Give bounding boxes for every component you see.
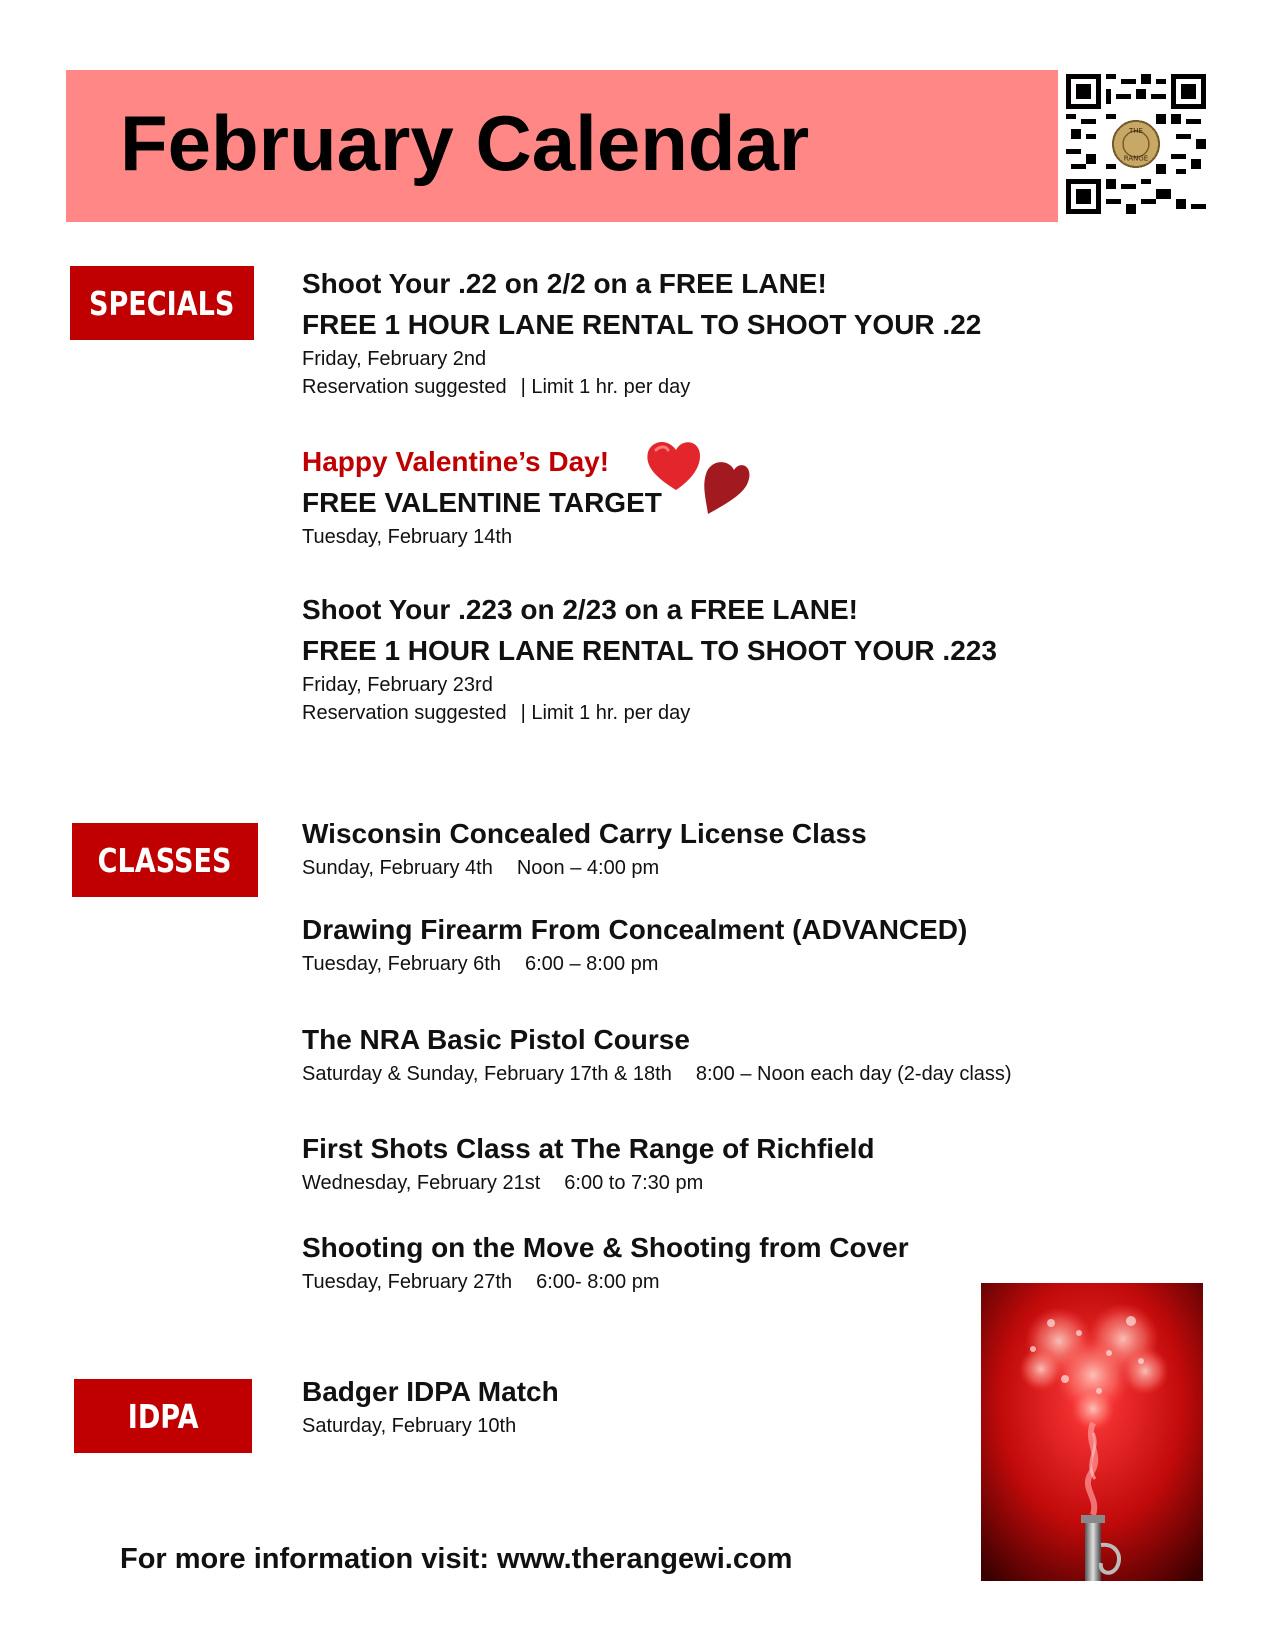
class-5-time: 6:00- 8:00 pm xyxy=(536,1271,660,1293)
class-5-when xyxy=(302,1271,660,1294)
class-1-when xyxy=(302,857,659,880)
qr-logo-line1: THE xyxy=(1129,127,1143,135)
idpa-tag xyxy=(74,1379,252,1453)
class-3-time: 8:00 – Noon each day (2-day class) xyxy=(695,1063,1012,1085)
special-3-line2: FREE 1 HOUR LANE RENTAL TO SHOOT YOUR .223 xyxy=(302,635,997,666)
special-2-line1: Happy Valentine’s Day! xyxy=(302,446,610,477)
class-3-when xyxy=(302,1063,1012,1086)
specials-label: SPECIALS xyxy=(89,283,235,323)
class-5-title: Shooting on the Move & Shooting from Cover xyxy=(302,1232,909,1263)
class-1-date: Sunday, February 4th xyxy=(302,857,493,879)
special-2-date: Tuesday, February 14th xyxy=(302,526,513,548)
class-2-date: Tuesday, February 6th xyxy=(302,953,501,975)
special-3-line1: Shoot Your .223 on 2/23 on a FREE LANE! xyxy=(302,594,858,625)
class-1-title: Wisconsin Concealed Carry License Class xyxy=(302,818,867,849)
special-3-date: Friday, February 23rd xyxy=(302,674,493,696)
class-3-title: The NRA Basic Pistol Course xyxy=(302,1024,690,1055)
special-1-line1: Shoot Your .22 on 2/2 on a FREE LANE! xyxy=(302,268,827,299)
special-1-note-b: | Limit 1 hr. per day xyxy=(520,376,691,398)
specials-tag xyxy=(70,266,254,340)
class-3-date: Saturday & Sunday, February 17th & 18th xyxy=(302,1063,672,1085)
special-3-note xyxy=(302,702,690,725)
header-banner xyxy=(66,70,1058,222)
class-4-time: 6:00 to 7:30 pm xyxy=(564,1172,704,1194)
special-1-line2: FREE 1 HOUR LANE RENTAL TO SHOOT YOUR .22 xyxy=(302,309,982,340)
classes-tag xyxy=(72,823,258,897)
special-3-note-a: Reservation suggested xyxy=(302,702,507,724)
class-4-when xyxy=(302,1172,703,1195)
idpa-1-title: Badger IDPA Match xyxy=(302,1376,559,1407)
class-1-time: Noon – 4:00 pm xyxy=(516,857,660,879)
footer-info[interactable]: For more information visit: www.therangewi.com xyxy=(120,1543,793,1575)
special-2-line2: FREE VALENTINE TARGET xyxy=(302,487,662,518)
class-2-time: 6:00 – 8:00 pm xyxy=(524,953,659,975)
page-title: February Calendar xyxy=(120,99,810,187)
class-2-title: Drawing Firearm From Concealment (ADVANCED) xyxy=(302,914,968,945)
special-1-note xyxy=(302,376,690,399)
class-5-date: Tuesday, February 27th xyxy=(302,1271,513,1293)
special-3-note-b: | Limit 1 hr. per day xyxy=(520,702,691,724)
class-2-when xyxy=(302,953,658,976)
hearts-icon xyxy=(644,438,752,522)
idpa-1-date: Saturday, February 10th xyxy=(302,1415,517,1437)
classes-label: CLASSES xyxy=(98,840,232,880)
special-1-date: Friday, February 2nd xyxy=(302,348,487,370)
special-1-note-a: Reservation suggested xyxy=(302,376,507,398)
qr-code-icon[interactable] xyxy=(1066,74,1206,214)
heart-smoke-gun-image xyxy=(981,1283,1203,1581)
class-4-date: Wednesday, February 21st xyxy=(302,1172,541,1194)
qr-logo-line2: RANGE xyxy=(1123,154,1149,163)
class-4-title: First Shots Class at The Range of Richfield xyxy=(302,1133,875,1164)
idpa-label: IDPA xyxy=(127,1396,199,1436)
